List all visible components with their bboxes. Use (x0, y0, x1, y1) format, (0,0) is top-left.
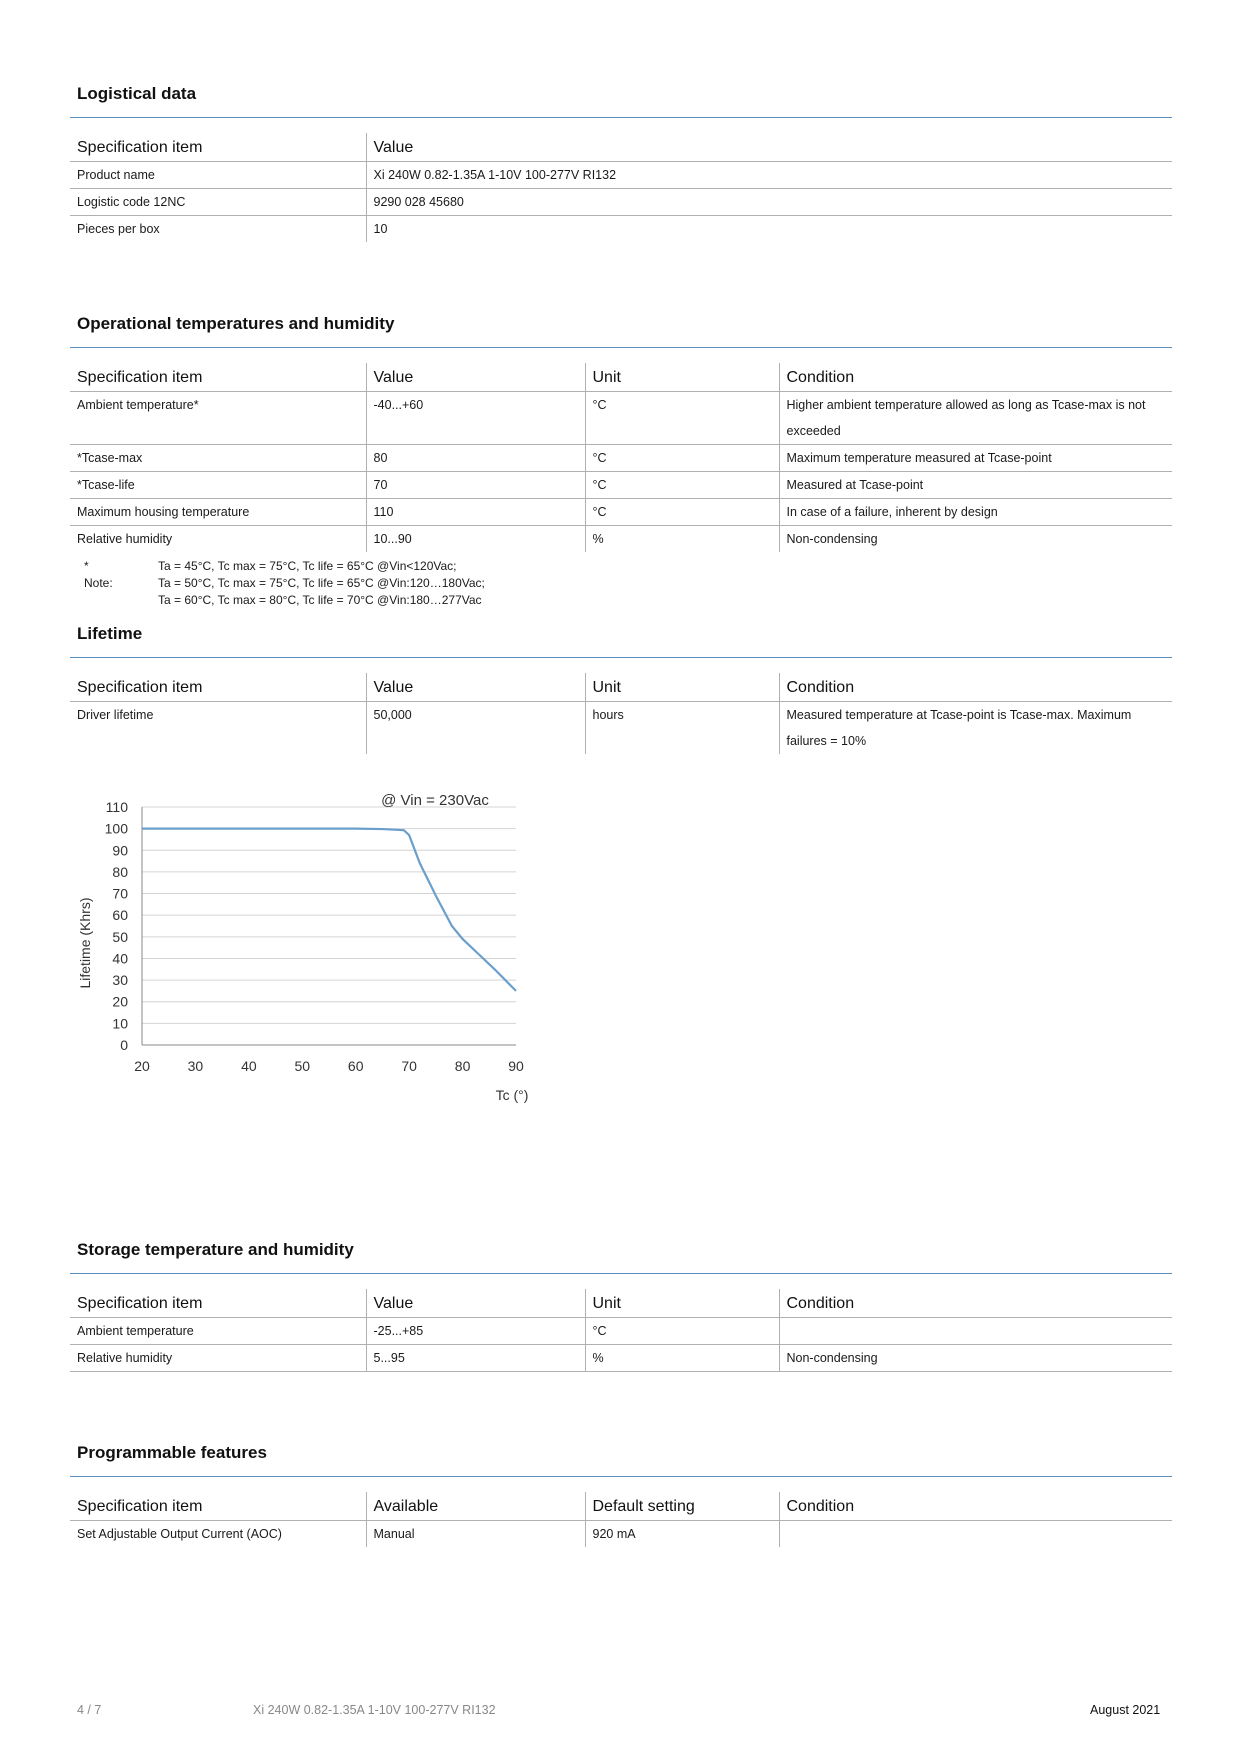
table-row (70, 162, 1172, 189)
col-header: Specification item (70, 673, 366, 702)
cell: °C (585, 392, 779, 445)
cell: hours (585, 702, 779, 755)
col-header: Specification item (70, 133, 366, 162)
cell: % (585, 526, 779, 553)
cell: Maximum housing temperature (70, 499, 366, 526)
section-title-programmable: Programmable features (77, 1443, 267, 1462)
cell: Logistic code 12NC (70, 189, 366, 216)
table-row (70, 702, 1172, 755)
cell: °C (585, 472, 779, 499)
table-header-row (70, 363, 1172, 392)
table-header-row (70, 133, 1172, 162)
footer-page-number: 4 / 7 (77, 1703, 102, 1717)
chart-y-tick-labels (105, 799, 129, 1053)
cell: Product name (70, 162, 366, 189)
chart-y-tick-label: 90 (112, 842, 128, 859)
col-header: Specification item (70, 1492, 366, 1521)
section-rule (70, 347, 1172, 348)
cell: Pieces per box (77, 222, 160, 236)
table-header-row (70, 1289, 1172, 1318)
col-header: Unit (585, 1289, 779, 1318)
cell: 80 (366, 445, 585, 472)
chart-y-tick-label: 70 (112, 885, 128, 902)
chart-y-tick-label: 100 (104, 820, 128, 837)
table-row (70, 499, 1172, 526)
cell: Maximum temperature measured at Tcase-point (779, 445, 1172, 472)
cell: Ambient temperature (70, 1318, 366, 1345)
chart-y-tick-label: 0 (120, 1037, 128, 1053)
footnote-line: Ta = 50°C, Tc max = 75°C, Tc life = 65°C @Vin:120…180Vac; (158, 576, 485, 590)
table-row (70, 392, 1172, 445)
cell: -25...+85 (366, 1318, 585, 1345)
cell: In case of a failure, inherent by design (779, 499, 1172, 526)
storage-table (70, 1289, 1172, 1372)
footer-product-name: Xi 240W 0.82-1.35A 1-10V 100-277V RI132 (253, 1703, 496, 1717)
chart-title: @ Vin = 230Vac (381, 792, 489, 809)
cell: Xi 240W 0.82-1.35A 1-10V 100-277V RI132 (366, 162, 1172, 189)
cell: 9290 028 45680 (366, 189, 1172, 216)
lifetime-table (70, 673, 1172, 754)
table-row (70, 189, 1172, 216)
chart-y-tick-label: 10 (112, 1015, 128, 1032)
cell: *Tcase-life (70, 472, 366, 499)
chart-x-tick-label: 30 (187, 1058, 204, 1074)
cell: Driver lifetime (77, 708, 154, 722)
cell: Higher ambient temperature allowed as long as Tcase-max is not exceeded (779, 392, 1172, 445)
chart-y-tick-label: 40 (112, 950, 128, 967)
chart-x-tick-label: 50 (294, 1058, 311, 1074)
cell: 110 (366, 499, 585, 526)
cell (779, 1318, 1172, 1345)
cell: 920 mA (585, 1521, 779, 1548)
table-row (70, 1521, 1172, 1548)
cell: Non-condensing (779, 1345, 1172, 1372)
cell (779, 1521, 1172, 1548)
cell: Manual (366, 1521, 585, 1548)
logistical-table (70, 133, 1172, 242)
chart-y-tick-label: 60 (112, 907, 128, 924)
chart-x-tick-label: 80 (454, 1058, 471, 1074)
chart-y-tick-label: 30 (112, 972, 128, 989)
lifetime-chart (70, 775, 540, 1110)
table-row (70, 526, 1172, 553)
col-header: Unit (585, 673, 779, 702)
cell: -40...+60 (366, 392, 585, 445)
chart-y-axis-label: Lifetime (Khrs) (77, 897, 93, 989)
cell: °C (585, 1318, 779, 1345)
table-row (70, 1318, 1172, 1345)
section-title-storage: Storage temperature and humidity (77, 1240, 354, 1259)
col-header: Specification item (70, 363, 366, 392)
cell: °C (585, 445, 779, 472)
col-header: Condition (779, 363, 1172, 392)
col-header: Specification item (70, 1289, 366, 1318)
cell: Ambient temperature* (70, 392, 366, 445)
table-row (70, 216, 1172, 243)
chart-x-axis-label: Tc (°) (495, 1087, 529, 1103)
chart-y-tick-label: 110 (105, 799, 128, 815)
chart-y-tick-label: 50 (112, 928, 128, 945)
table-row (70, 445, 1172, 472)
col-header: Condition (779, 673, 1172, 702)
cell: Non-condensing (779, 526, 1172, 553)
footnote-line: Ta = 60°C, Tc max = 80°C, Tc life = 70°C @Vin:180…277Vac (158, 593, 482, 607)
chart-series-line (142, 829, 516, 991)
chart-x-tick-labels (134, 1058, 524, 1074)
col-header: Available (366, 1492, 585, 1521)
chart-y-tick-label: 20 (112, 993, 128, 1010)
chart-x-tick-label: 60 (347, 1058, 364, 1074)
section-title-logistical: Logistical data (77, 84, 197, 103)
cell: 10 (366, 216, 1172, 243)
col-header: Value (366, 1289, 585, 1318)
table-header-row (70, 1492, 1172, 1521)
chart-x-tick-label: 90 (508, 1058, 524, 1074)
section-rule (70, 117, 1172, 118)
cell: 50,000 (366, 702, 585, 755)
operational-table (70, 363, 1172, 552)
cell: °C (585, 499, 779, 526)
col-header: Default setting (585, 1492, 779, 1521)
cell: Relative humidity (70, 1345, 366, 1372)
programmable-table (70, 1492, 1172, 1547)
cell: Measured temperature at Tcase-point is Tcase-max. Maximum failures = 10% (779, 702, 1172, 755)
section-rule (70, 1476, 1172, 1477)
cell: 10...90 (366, 526, 585, 553)
col-header: Condition (779, 1289, 1172, 1318)
table-row (70, 472, 1172, 499)
cell: 5...95 (366, 1345, 585, 1372)
cell: % (585, 1345, 779, 1372)
table-header-row (70, 673, 1172, 702)
chart-x-tick-label: 70 (401, 1058, 417, 1074)
cell: 70 (366, 472, 585, 499)
cell: Relative humidity (77, 532, 173, 546)
cell: Measured at Tcase-point (779, 472, 1172, 499)
chart-grid (142, 807, 516, 1045)
section-title-lifetime: Lifetime (77, 624, 143, 643)
cell: *Tcase-max (70, 445, 366, 472)
footer-date: August 2021 (1090, 1703, 1161, 1717)
table-row (70, 1345, 1172, 1372)
chart-y-tick-label: 80 (112, 863, 128, 880)
footnote-line: Ta = 45°C, Tc max = 75°C, Tc life = 65°C @Vin<120Vac; (158, 559, 457, 573)
cell: Set Adjustable Output Current (AOC) (77, 1527, 282, 1541)
chart-x-tick-label: 20 (134, 1058, 150, 1074)
col-header: Unit (585, 363, 779, 392)
section-rule (70, 1273, 1172, 1274)
section-rule (70, 657, 1172, 658)
col-header: Value (366, 363, 585, 392)
col-header: Condition (779, 1492, 1172, 1521)
section-title-operational: Operational temperatures and humidity (77, 314, 395, 333)
col-header: Value (366, 133, 1172, 162)
col-header: Value (366, 673, 585, 702)
footnote-label: * Note: (84, 559, 113, 590)
chart-x-tick-label: 40 (241, 1058, 257, 1074)
